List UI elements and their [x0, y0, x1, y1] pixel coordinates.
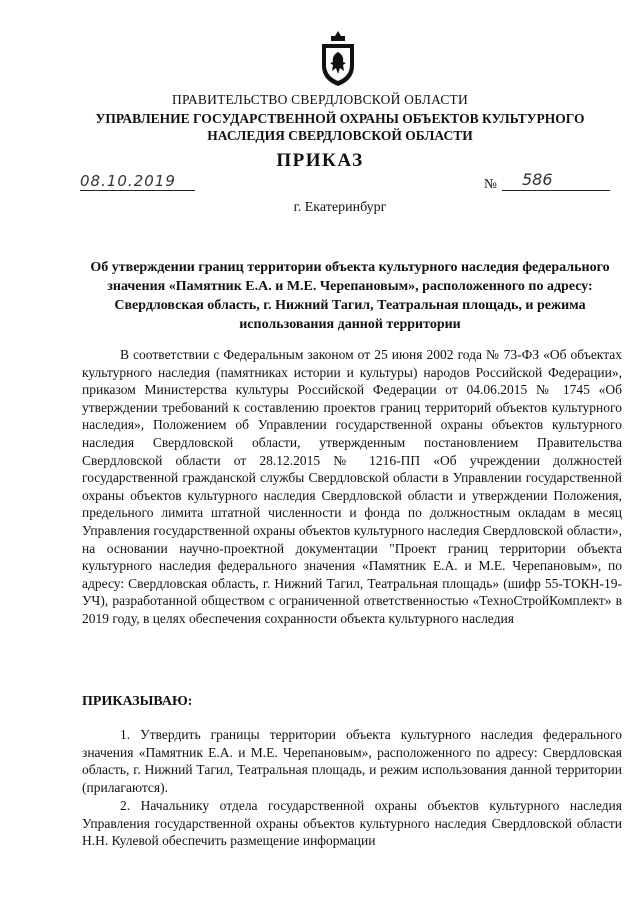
number-label: № — [484, 176, 497, 191]
preamble-paragraph: В соответствии с Федеральным законом от 25 июня 2002 года № 73-ФЗ «Об объектах культурного наследия (памятниках истории и культуры) народов Российской Федерации», приказом Министерства культуры Российской Федерации от 04.06.2015 № 1745 «Об утверждении требований к составлению проектов границ территорий объектов культурного наследия», Положением об Управлении государственной охраны объектов культурного наследия Свердловской области, утвержденным постановлением Правительства Свердловской области от 28.12.2015 № 1216-ПП «Об учреждении должностей государственной гражданской службы Свердловской области в Управлении государственной охраны объектов культурного наследия Свердловской области и утверждении Положения, предельного лимита штатной численности и фонда по должностным окладам в месяц Управления государственной охраны объектов культурного наследия Свердловской области», на основании научно-проектной документации "Проект границ территории объекта культурного наследия федерального значения «Памятник Е.А. и М.Е. Черепановым», по адресу: Свердловская область, г. Нижний Тагил, Театральная площадь» (шифр 55-ТОКН-19-УЧ), разработанной обществом с ограниченной ответственностью «ТехноСтройКомплект» в 2019 году, в целях обеспечения сохранности объекта культурного наследия — [82, 347, 622, 626]
document-heading: Об утверждении границ территории объекта культурного наследия федерального значения «Памятник Е.А. и М.Е. Черепановым», расположенного по адресу: Свердловская область, г. Нижний Тагил, Театральная площадь, и режима использования данной территории — [90, 260, 610, 332]
department-name: УПРАВЛЕНИЕ ГОСУДАРСТВЕННОЙ ОХРАНЫ ОБЪЕКТОВ КУЛЬТУРНОГО НАСЛЕДИЯ СВЕРДЛОВСКОЙ ОБЛАСТИ — [95, 111, 585, 143]
order-item-2: 2. Начальнику отдела государственной охраны объектов культурного наследия Управления государственной охраны объектов культурного наследия Свердловской области Н.Н. Кулевой обеспечить размещение информации — [82, 798, 622, 849]
document-number: 586 — [522, 170, 553, 189]
number-underline — [502, 190, 610, 191]
document-type-title: ПРИКАЗ — [276, 150, 364, 171]
order-item-1: 1. Утвердить границы территории объекта культурного наследия федерального значения «Памятник Е.А. и М.Е. Черепановым», расположенного по адресу: Свердловская область, г. Нижний Тагил, Театральная площадь, и режим использования данной территории (прилагаются). — [82, 727, 622, 795]
date-underline — [80, 190, 195, 191]
document-date: 08.10.2019 — [80, 172, 176, 190]
government-name: ПРАВИТЕЛЬСТВО СВЕРДЛОВСКОЙ ОБЛАСТИ — [172, 92, 468, 107]
city-name: г. Екатеринбург — [293, 200, 387, 215]
orders-label: ПРИКАЗЫВАЮ: — [82, 694, 193, 709]
coat-of-arms-emblem — [318, 30, 358, 88]
